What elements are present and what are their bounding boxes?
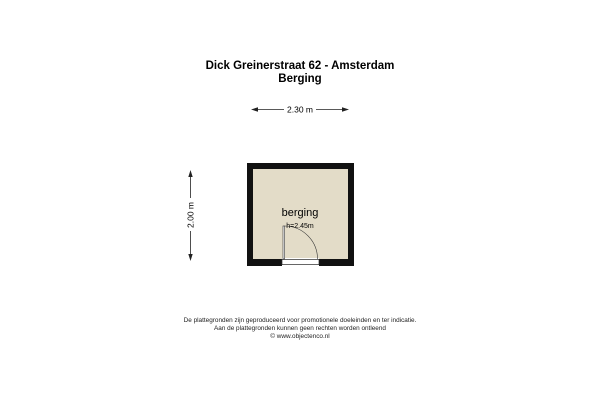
height-arrow-top xyxy=(188,170,192,177)
width-dimension xyxy=(251,105,349,115)
disclaimer-line-2: Aan de plattegronden kunnen geen rechten worden ontleend xyxy=(214,325,386,332)
disclaimer-line-1: De plattegronden zijn geproduceerd voor promotionele doeleinden en ter indicatie. xyxy=(183,317,417,324)
height-arrow-bottom xyxy=(188,254,192,261)
width-label: 2.30 m xyxy=(287,104,313,115)
height-dimension xyxy=(186,170,196,261)
door-leaf xyxy=(283,226,285,259)
floor-title: Berging xyxy=(278,73,322,85)
page-title: Dick Greinerstraat 62 - Amsterdam xyxy=(205,60,395,72)
width-arrow-left xyxy=(251,107,258,111)
width-arrow-right xyxy=(342,107,349,111)
room-height: h=2.45m xyxy=(286,223,314,230)
room-name: berging xyxy=(281,207,319,219)
height-label: 2.00 m xyxy=(185,202,196,228)
copyright-link[interactable]: © www.objectenco.nl xyxy=(270,333,330,340)
disclaimer xyxy=(0,317,600,341)
